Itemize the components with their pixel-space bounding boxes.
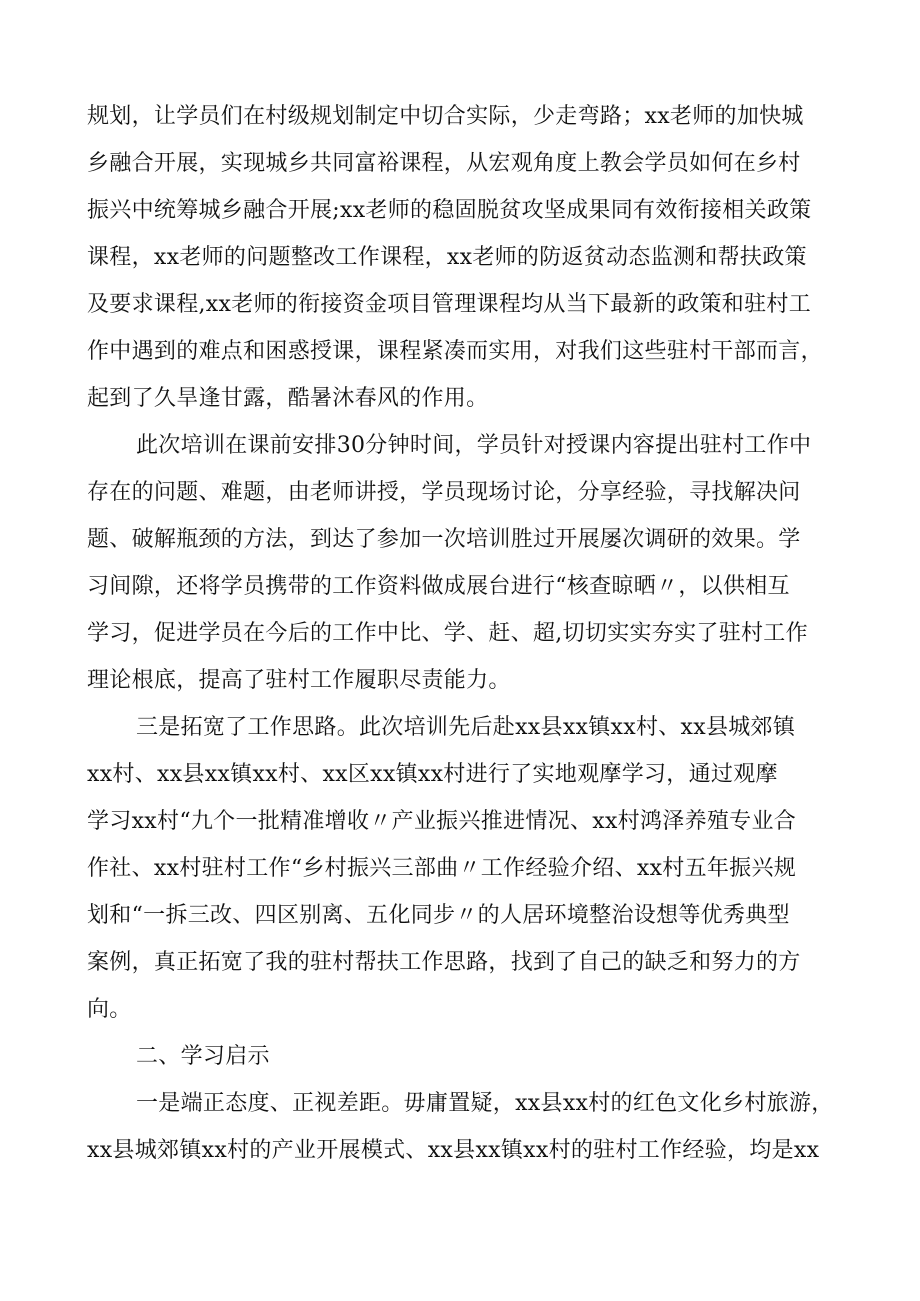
- text-line: 此次培训在课前安排30分钟时间，学员针对授课内容提出驻村工作中: [136, 433, 812, 458]
- text-line: 作社、xx村驻村工作“乡村振兴三部曲〃工作经验介绍、xx村五年振兴规: [87, 856, 797, 881]
- text-line: xx村、xx县xx镇xx村、xx区xx镇xx村进行了实地观摩学习，通过观摩: [87, 762, 778, 787]
- text-line: 乡融合开展，实现城乡共同富裕课程，从宏观角度上教会学员如何在乡村: [87, 151, 801, 176]
- text-line: 振兴中统筹城乡融合开展;xx老师的稳固脱贫攻坚成果同有效衔接相关政策: [87, 198, 812, 223]
- text-line: 一是端正态度、正视差距。毋庸置疑，xx县xx村的红色文化乡村旅游，: [136, 1091, 834, 1116]
- text-line: 规划，让学员们在村级规划制定中切合实际，少走弯路；xx老师的加快城: [87, 104, 804, 129]
- text-line: 理论根底，提高了驻村工作履职尽责能力。: [87, 668, 511, 693]
- text-line: 学习，促进学员在今后的工作中比、学、赶、超,切切实实夯实了驻村工作: [87, 621, 808, 646]
- text-line: 学习xx村“九个一批精准增收〃产业振兴推进情况、xx村鸿泽养殖专业合: [87, 809, 797, 834]
- text-line: 题、破解瓶颈的方法，到达了参加一次培训胜过开展屡次调研的效果。学: [87, 527, 801, 552]
- text-line: 三是拓宽了工作思路。此次培训先后赴xx县xx镇xx村、xx县城郊镇: [136, 715, 796, 740]
- text-line: 案例，真正拓宽了我的驻村帮扶工作思路，找到了自己的缺乏和努力的方: [87, 950, 801, 975]
- document-body: [87, 93, 852, 1174]
- text-line: xx县城郊镇xx村的产业开展模式、xx县xx镇xx村的驻村工作经验，均是xx: [87, 1138, 820, 1163]
- text-line: 课程，xx老师的问题整改工作课程，xx老师的防返贫动态监测和帮扶政策: [87, 245, 807, 270]
- section-heading: 二、学习启示: [136, 1044, 270, 1069]
- text-line: 向。: [87, 997, 132, 1022]
- text-line: 习间隙，还将学员携带的工作资料做成展台进行“核查晾晒〃，以供相互: [87, 574, 790, 599]
- text-line: 及要求课程,xx老师的衔接资金项目管理课程均从当下最新的政策和驻村工: [87, 292, 812, 317]
- text-line: 作中遇到的难点和困惑授课，课程紧凑而实用，对我们这些驻村干部而言，: [87, 339, 823, 364]
- text-line: 起到了久旱逢甘露，酷暑沐春风的作用。: [87, 386, 489, 411]
- text-line: 划和“一拆三改、四区别离、五化同步〃的人居环境整治设想等优秀典型: [87, 903, 790, 928]
- text-line: 存在的问题、难题，由老师讲授，学员现场讨论，分享经验，寻找解决问: [87, 480, 801, 505]
